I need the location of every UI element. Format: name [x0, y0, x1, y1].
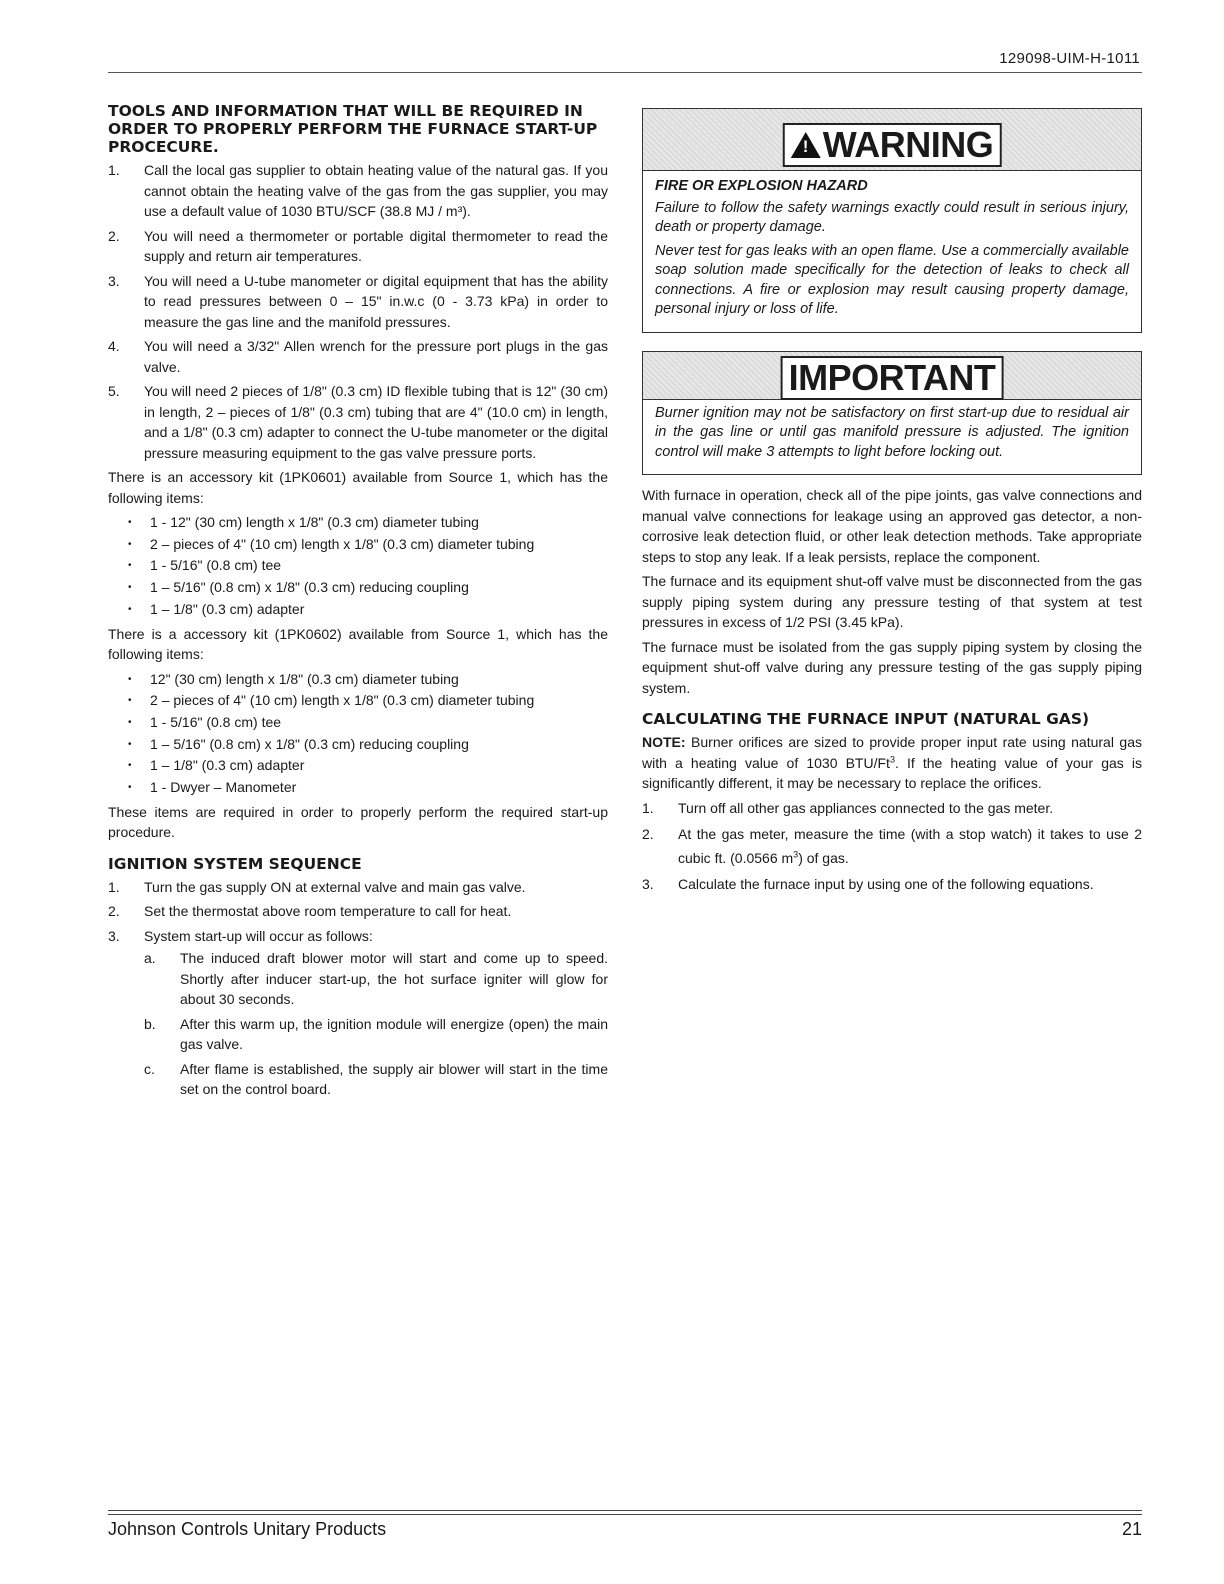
footer-rule — [108, 1514, 1142, 1515]
tools-heading: TOOLS AND INFORMATION THAT WILL BE REQUIRED IN ORDER TO PROPERLY PERFORM THE FURNACE START-UP PROCECURE. — [108, 102, 598, 156]
list-item: • 1 – 5/16" (0.8 cm) x 1/8" (0.3 cm) reducing coupling — [108, 734, 608, 756]
ignition-heading: IGNITION SYSTEM SEQUENCE — [108, 854, 362, 873]
disconnect-paragraph: The furnace and its equipment shut-off valve must be disconnected from the gas supply piping system during any pressure testing of that system at test pressures in excess of 1/2 PSI (3.45 kPa). — [642, 573, 1142, 630]
list-item: a. The induced draft blower motor will start and come up to speed. Shortly after inducer start-up, the hot surface igniter will glow for about 30 seconds. — [144, 950, 608, 1008]
note-paragraph: NOTE: Burner orifices are sized to provide proper input rate using natural gas with a heating value of 1030 BTU/Ft$^3$. If the heating value of your gas is significantly different, it may be necessary to replace the orifices. — [642, 734, 1142, 791]
note-label: NOTE: — [642, 734, 686, 750]
kit1-list — [108, 512, 608, 621]
important-banner — [643, 352, 1141, 400]
list-item: • 1 - 12" (30 cm) length x 1/8" (0.3 cm) diameter tubing — [108, 512, 608, 534]
leak-check-paragraph: With furnace in operation, check all of the pipe joints, gas valve connections and manual valve connections for leakage using an approved gas detector, a non-corrosive leak detection fluid, or other leak detection methods. Take appropriate steps to stop any leak. If a leak persists, replace the component. — [642, 487, 1142, 565]
list-item: 2. At the gas meter, measure the time (with a stop watch) it takes to use 2 cubic ft. (0.0566 $m^3$) of gas. — [642, 826, 1142, 866]
warning-body — [643, 171, 1141, 332]
kit1-intro: There is an accessory kit (1PK0601) available from Source 1, which has the following items: — [108, 469, 608, 506]
important-signal: IMPORTANT — [781, 356, 1004, 400]
footer-company: Johnson Controls Unitary Products — [108, 1519, 387, 1539]
list-item: • 1 - 5/16" (0.8 cm) tee — [108, 712, 608, 734]
warning-text: Failure to follow the safety warnings exactly could result in serious injury, death or property damage. — [655, 199, 1129, 235]
items-note: These items are required in order to properly perform the required start-up procedure. — [108, 803, 608, 841]
document-id: 129098-UIM-H-1011 — [999, 50, 1140, 67]
isolate-paragraph: The furnace must be isolated from the gas supply piping system by closing the equipment shut-off valve during any pressure testing of the gas supply piping system. — [642, 638, 1142, 696]
warning-banner — [643, 109, 1141, 171]
page-number: 21 — [1121, 1519, 1142, 1539]
important-text: Burner ignition may not be satisfactory on first start-up due to residual air in the gas line or until gas manifold pressure is adjusted. The ignition control will make 3 attempts to light before locking out. — [655, 404, 1129, 460]
list-item: 1. Turn the gas supply ON at external valve and main gas valve. — [108, 878, 526, 895]
kit2-list — [108, 669, 608, 799]
list-item: 1. Turn off all other gas appliances connected to the gas meter. — [642, 799, 1054, 816]
list-item: 1. Call the local gas supplier to obtain heating value of the natural gas. If you cannot obtain the heating valve of the gas from the gas supplier, you may use a default value of 1030 BTU/SCF (38.8 MJ / m³). — [108, 162, 608, 219]
warning-title: FIRE OR EXPLOSION HAZARD — [655, 178, 868, 194]
calc-list — [642, 798, 1142, 895]
list-item: • 1 - Dwyer – Manometer — [108, 777, 608, 799]
list-item: b. After this warm up, the ignition module will energize (open) the main gas valve. — [144, 1015, 608, 1053]
list-item: • 1 – 1/8" (0.3 cm) adapter — [108, 599, 608, 621]
footer-rule — [108, 1510, 1142, 1511]
ignition-list — [108, 877, 608, 1100]
list-item: c. After flame is established, the supply air blower will start in the time set on the control board. — [144, 1060, 608, 1098]
list-item: 3. System start-up will occur as follows: a. The induced draft blower motor will start and come up to speed. Shortly after inducer start-up, the hot surface igniter will glow for about 30 seconds. b. After this warm up, the ignition module will energize (open) the main gas valve. c. After flame is established, the supply air blower will start in the time set on the control board. — [108, 926, 608, 1100]
tools-list — [108, 160, 608, 463]
list-item: • 1 - 5/16" (0.8 cm) tee — [108, 555, 608, 577]
warning-signal: !WARNING — [783, 123, 1002, 167]
list-item: 2. Set the thermostat above room temperature to call for heat. — [108, 903, 512, 920]
ignition-sublist — [144, 948, 608, 1100]
list-item: • 1 – 1/8" (0.3 cm) adapter — [108, 755, 608, 777]
left-column — [108, 102, 608, 1104]
warning-box — [642, 108, 1142, 333]
list-item: 5. You will need 2 pieces of 1/8" (0.3 cm) ID flexible tubing that is 12" (30 cm) in length, 2 – pieces of 1/8" (0.3 cm) tubing that are 4" (10.0 cm) in length, and a 1/8" (0.3 cm) adapter to connect the U-tube manometer or the digital pressure measuring equipment to the gas valve pressure ports. — [108, 383, 608, 461]
list-item: 3. You will need a U-tube manometer or digital equipment that has the ability to read pressures between 0 – 15" in.w.c (0 - 3.73 kPa) in order to measure the gas line and the manifold pressures. — [108, 272, 608, 330]
list-item: • 1 – 5/16" (0.8 cm) x 1/8" (0.3 cm) reducing coupling — [108, 577, 608, 599]
list-item: • 12" (30 cm) length x 1/8" (0.3 cm) diameter tubing — [108, 669, 608, 691]
list-item: 2. You will need a thermometer or portable digital thermometer to read the supply and return air temperatures. — [108, 227, 608, 264]
list-item: • 2 – pieces of 4" (10 cm) length x 1/8" (0.3 cm) diameter tubing — [108, 534, 608, 556]
warning-text: Never test for gas leaks with an open flame. Use a commercially available soap solution made specifically for the detection of leaks to check all connections. A fire or explosion may result causing property damage, personal injury or loss of life. — [655, 242, 1129, 317]
calc-heading: CALCULATING THE FURNACE INPUT (NATURAL GAS) — [642, 710, 1090, 728]
list-item: 3. Calculate the furnace input by using one of the following equations. — [642, 876, 1094, 892]
kit2-intro: There is a accessory kit (1PK0602) available from Source 1, which has the following items: — [108, 625, 608, 663]
header-rule — [108, 72, 1142, 73]
list-item: 4. You will need a 3/32" Allen wrench for the pressure port plugs in the gas valve. — [108, 338, 608, 375]
warning-triangle-icon — [791, 132, 821, 158]
list-item: • 2 – pieces of 4" (10 cm) length x 1/8" (0.3 cm) diameter tubing — [108, 690, 608, 712]
important-body — [643, 400, 1141, 475]
important-box — [642, 351, 1142, 476]
right-column — [642, 108, 1142, 899]
